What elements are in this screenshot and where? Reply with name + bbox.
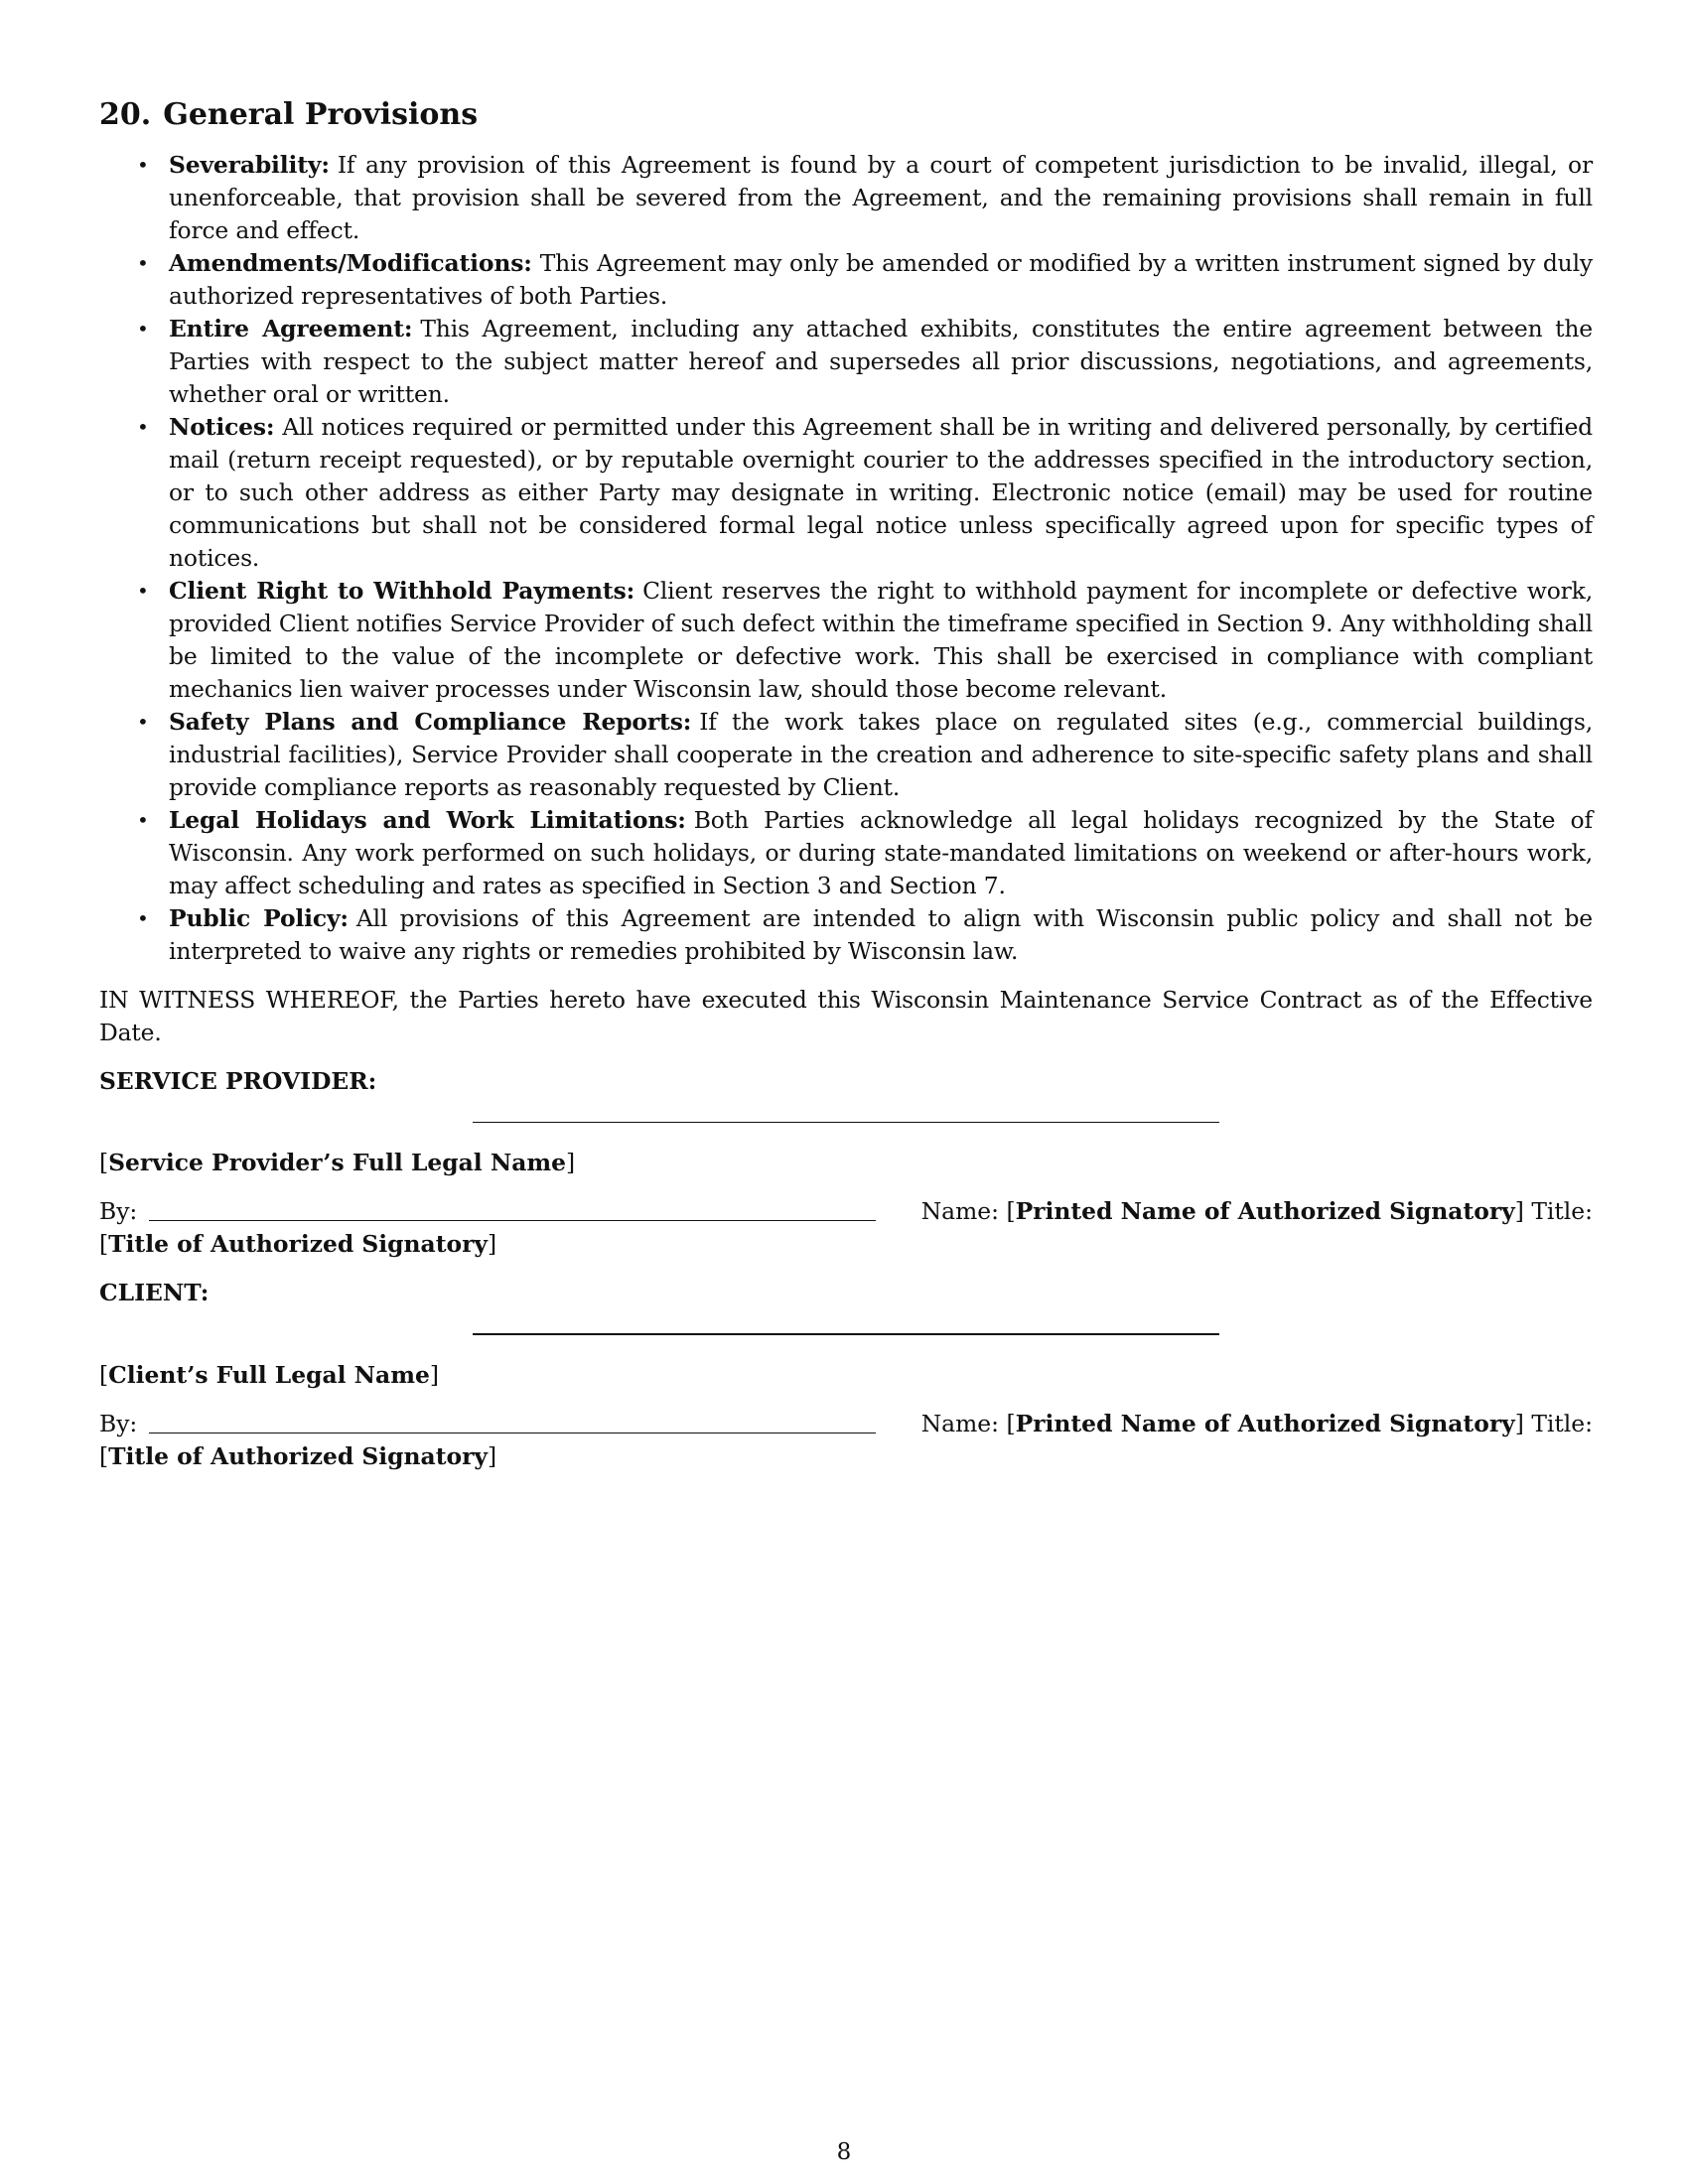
legal-name-placeholder: Service Provider’s Full Legal Name (108, 1149, 566, 1176)
client-name-part: Name: [Printed Name of Authorized Signatory] Title: (920, 1410, 1593, 1437)
name-label: Name: (920, 1197, 1000, 1225)
page-number: 8 (836, 2139, 852, 2165)
bullet-icon: • (137, 415, 149, 439)
client-legal-name: [Client’s Full Legal Name] (99, 1361, 439, 1389)
title-placeholder: Title of Authorized Signatory (108, 1442, 489, 1470)
provision-text: If any provision of this Agreement is found by a court of competent jurisdiction to be invalid, illegal, or unenforceable, that provision shall be severed from the Agreement, and the remaining provisions shall remain in full force and effect. (169, 151, 1593, 244)
provision-notices (99, 411, 1593, 575)
client-signature-line[interactable] (473, 1333, 1219, 1335)
bullet-icon: • (137, 579, 149, 603)
provision-text: If the work takes place on regulated sites (e.g., commercial buildings, industrial facilities), Service Provider shall cooperate in the creation and adherence to site-specific safety plans and shall provide compliance reports as reasonably requested by Client. (169, 708, 1593, 801)
provision-text: This Agreement, including any attached exhibits, constitutes the entire agreement between the Parties with respect to the subject matter hereof and supersedes all prior discussions, negotiations, and agreements, whether oral or written. (169, 315, 1593, 408)
provision-term: Notices: (169, 413, 275, 441)
by-label: By: (99, 1410, 138, 1437)
provision-term: Severability: (169, 151, 330, 179)
service-provider-signature-line[interactable] (473, 1122, 1219, 1123)
bullet-icon: • (137, 710, 149, 734)
provision-term: Safety Plans and Compliance Reports: (169, 708, 692, 736)
printed-name-placeholder: Printed Name of Authorized Signatory (1015, 1197, 1515, 1225)
provision-term: Amendments/Modifications: (169, 249, 532, 277)
provision-text: Client reserves the right to withhold payment for incomplete or defective work, provided Client notifies Service Provider of such defect within the timeframe specified in Section 9. Any withholding shall be limited to the value of the incomplete or defective work. This shall be exercised in compliance with compliant mechanics lien waiver processes under Wisconsin law, should those become relevant. (169, 577, 1593, 703)
legal-name-placeholder: Client’s Full Legal Name (108, 1361, 430, 1389)
bullet-icon: • (137, 251, 149, 275)
client-title: [Title of Authorized Signatory] (99, 1442, 497, 1470)
provision-text: All provisions of this Agreement are intended to align with Wisconsin public policy and shall not be interpreted to waive any rights or remedies prohibited by Wisconsin law. (169, 904, 1593, 965)
name-label: Name: (920, 1410, 1000, 1437)
provision-term: Legal Holidays and Work Limitations: (169, 806, 686, 834)
bullet-icon: • (137, 906, 149, 930)
document-page (99, 95, 1593, 1473)
witness-clause: IN WITNESS WHEREOF, the Parties hereto have executed this Wisconsin Maintenance Service Contract as of the Effective Date. (99, 986, 1593, 1046)
title-label: Title: (1531, 1410, 1593, 1437)
bullet-icon: • (137, 317, 149, 341)
client-label: CLIENT: (99, 1279, 210, 1306)
provision-safety-plans (99, 706, 1593, 804)
provision-withhold-payments (99, 575, 1593, 706)
bullet-icon: • (137, 153, 149, 177)
provision-text: Both Parties acknowledge all legal holidays recognized by the State of Wisconsin. Any work performed on such holidays, or during state-mandated limitations on weekend or after-hours work, may affect scheduling and rates as specified in Section 3 and Section 7. (169, 806, 1593, 899)
by-label: By: (99, 1197, 138, 1225)
provision-text: All notices required or permitted under this Agreement shall be in writing and delivered personally, by certified mail (return receipt requested), or by reputable overnight courier to the addresses specified in the introductory section, or to such other address as either Party may designate in writing. Electronic notice (email) may be used for routine communications but shall not be considered formal legal notice unless specifically agreed upon for specific types of notices. (169, 413, 1593, 572)
client-by-row (99, 1408, 1593, 1440)
title-label: Title: (1531, 1197, 1593, 1225)
service-provider-name-part: Name: [Printed Name of Authorized Signatory] Title: (920, 1197, 1593, 1225)
section-number: 20. (99, 97, 152, 132)
bullet-icon: • (137, 808, 149, 832)
provision-term: Public Policy: (169, 904, 349, 932)
service-provider-by-row (99, 1195, 1593, 1228)
title-placeholder: Title of Authorized Signatory (108, 1230, 489, 1258)
service-provider-legal-name: [Service Provider’s Full Legal Name] (99, 1149, 576, 1176)
provision-legal-holidays (99, 804, 1593, 902)
provision-entire-agreement (99, 313, 1593, 411)
provision-severability (99, 149, 1593, 247)
provision-term: Client Right to Withhold Payments: (169, 577, 635, 605)
section-heading (99, 95, 1593, 135)
section-title: General Provisions (163, 97, 479, 132)
service-provider-by-blank[interactable] (149, 1220, 876, 1221)
service-provider-title: [Title of Authorized Signatory] (99, 1230, 497, 1258)
provision-public-policy (99, 902, 1593, 968)
service-provider-label: SERVICE PROVIDER: (99, 1067, 377, 1095)
provision-amendments (99, 247, 1593, 313)
printed-name-placeholder: Printed Name of Authorized Signatory (1015, 1410, 1515, 1437)
provision-text: This Agreement may only be amended or modified by a written instrument signed by duly authorized representatives of both Parties. (169, 249, 1593, 310)
provision-term: Entire Agreement: (169, 315, 413, 342)
provisions-list (99, 149, 1593, 968)
